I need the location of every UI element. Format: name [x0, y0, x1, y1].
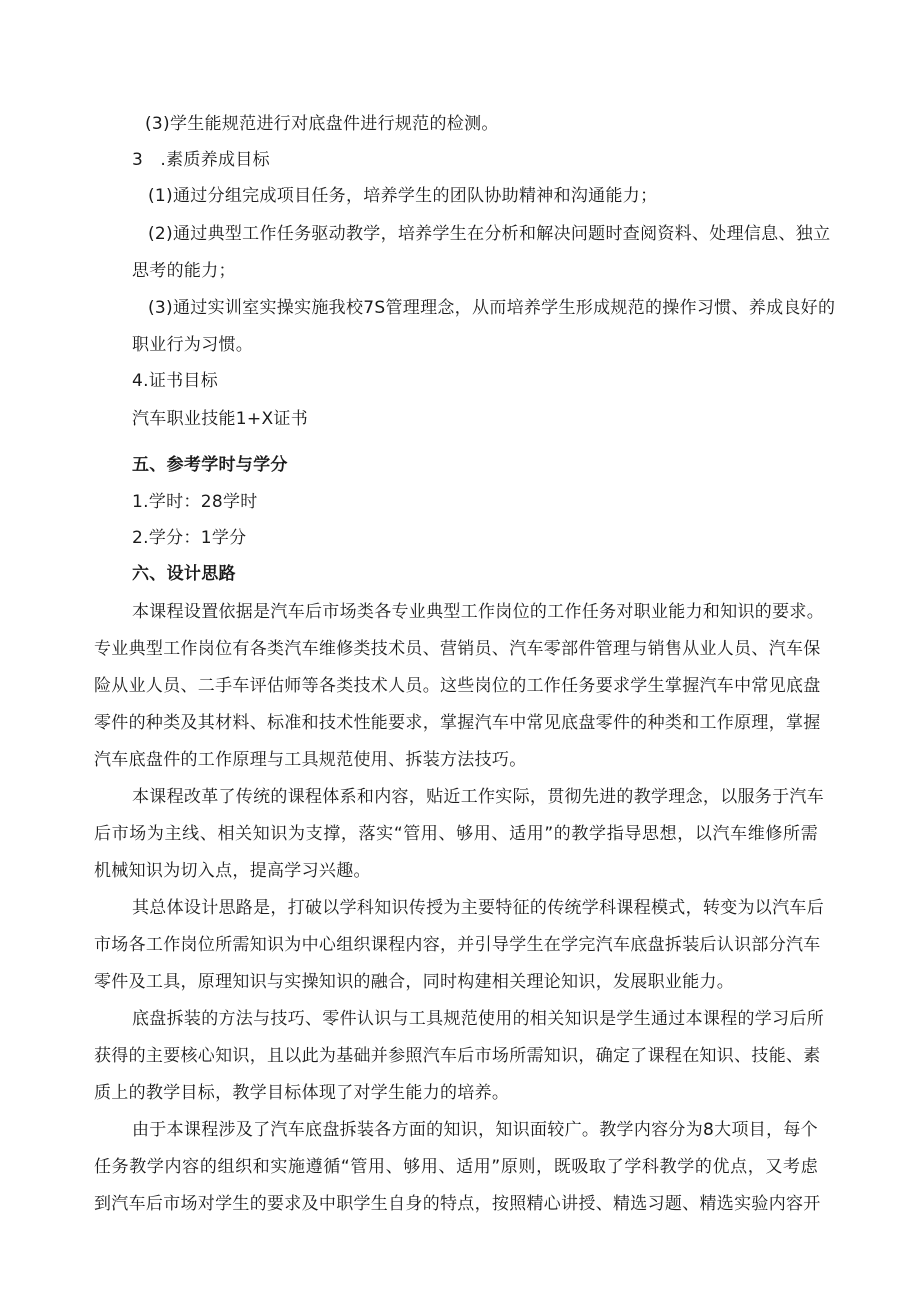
quality-item-3-line-2: 职业行为习惯。 — [132, 335, 254, 355]
para5-line-1: 由于本课程涉及了汽车底盘拆装各方面的知识，知识面较广。教学内容分为8大项目，每个 — [132, 1120, 818, 1140]
para1-line-5: 汽车底盘件的工作原理与工具规范使用、拆装方法技巧。 — [94, 750, 527, 770]
para3-line-1: 其总体设计思路是，打破以学科知识传授为主要特征的传统学科课程模式，转变为以汽车后 — [132, 898, 824, 918]
quality-item-2-line-1: (2)通过典型工作任务驱动教学，培养学生在分析和解决问题时查阅资料、处理信息、独立 — [148, 224, 831, 244]
section-6-heading: 六、设计思路 — [132, 564, 236, 584]
section-5-heading: 五、参考学时与学分 — [132, 455, 288, 475]
study-hours: 1.学时：28学时 — [132, 492, 258, 512]
para5-line-2: 任务教学内容的组织和实施遵循“管用、够用、适用”原则，既吸取了学科教学的优点，又考虑 — [94, 1157, 818, 1177]
section-3-heading: 3 .素质养成目标 — [132, 150, 270, 170]
quality-goal-3: (3)学生能规范进行对底盘件进行规范的检测。 — [145, 114, 499, 134]
para1-line-4: 零件的种类及其材料、标准和技术性能要求，掌握汽车中常见底盘零件的种类和工作原理，掌握 — [94, 713, 821, 733]
study-credits: 2.学分：1学分 — [132, 528, 247, 548]
para2-line-2: 后市场为主线、相关知识为支撑，落实“管用、够用、适用”的教学指导思想，以汽车维修所需 — [94, 824, 818, 844]
para1-line-1: 本课程设置依据是汽车后市场类各专业典型工作岗位的工作任务对职业能力和知识的要求。 — [132, 602, 824, 622]
section-4-heading: 4.证书目标 — [132, 371, 219, 391]
certificate-text: 汽车职业技能1+X证书 — [132, 409, 309, 429]
para3-line-3: 零件及工具，原理知识与实操知识的融合，同时构建相关理论知识，发展职业能力。 — [94, 972, 735, 992]
para1-line-3: 险从业人员、二手车评估师等各类技术人员。这些岗位的工作任务要求学生掌握汽车中常见底盘 — [94, 676, 821, 696]
para4-line-1: 底盘拆装的方法与技巧、零件认识与工具规范使用的相关知识是学生通过本课程的学习后所 — [132, 1009, 824, 1029]
para3-line-2: 市场各工作岗位所需知识为中心组织课程内容，并引导学生在学完汽车底盘拆装后认识部分汽车 — [94, 935, 821, 955]
para2-line-3: 机械知识为切入点，提高学习兴趣。 — [94, 861, 371, 881]
quality-item-1: (1)通过分组完成项目任务，培养学生的团队协助精神和沟通能力； — [148, 186, 658, 206]
para1-line-2: 专业典型工作岗位有各类汽车维修类技术员、营销员、汽车零部件管理与销售从业人员、汽车保 — [94, 639, 821, 659]
para5-line-3: 到汽车后市场对学生的要求及中职学生自身的特点，按照精心讲授、精选习题、精选实验内容开 — [94, 1194, 821, 1214]
quality-item-3-line-1: (3)通过实训室实操实施我校7S管理理念，从而培养学生形成规范的操作习惯、养成良好的 — [148, 298, 836, 318]
para4-line-3: 质上的教学目标，教学目标体现了对学生能力的培养。 — [94, 1083, 510, 1103]
para4-line-2: 获得的主要核心知识，且以此为基础并参照汽车后市场所需知识，确定了课程在知识、技能、素 — [94, 1046, 821, 1066]
quality-item-2-line-2: 思考的能力； — [132, 261, 236, 281]
para2-line-1: 本课程改革了传统的课程体系和内容，贴近工作实际，贯彻先进的教学理念，以服务于汽车 — [132, 787, 824, 807]
